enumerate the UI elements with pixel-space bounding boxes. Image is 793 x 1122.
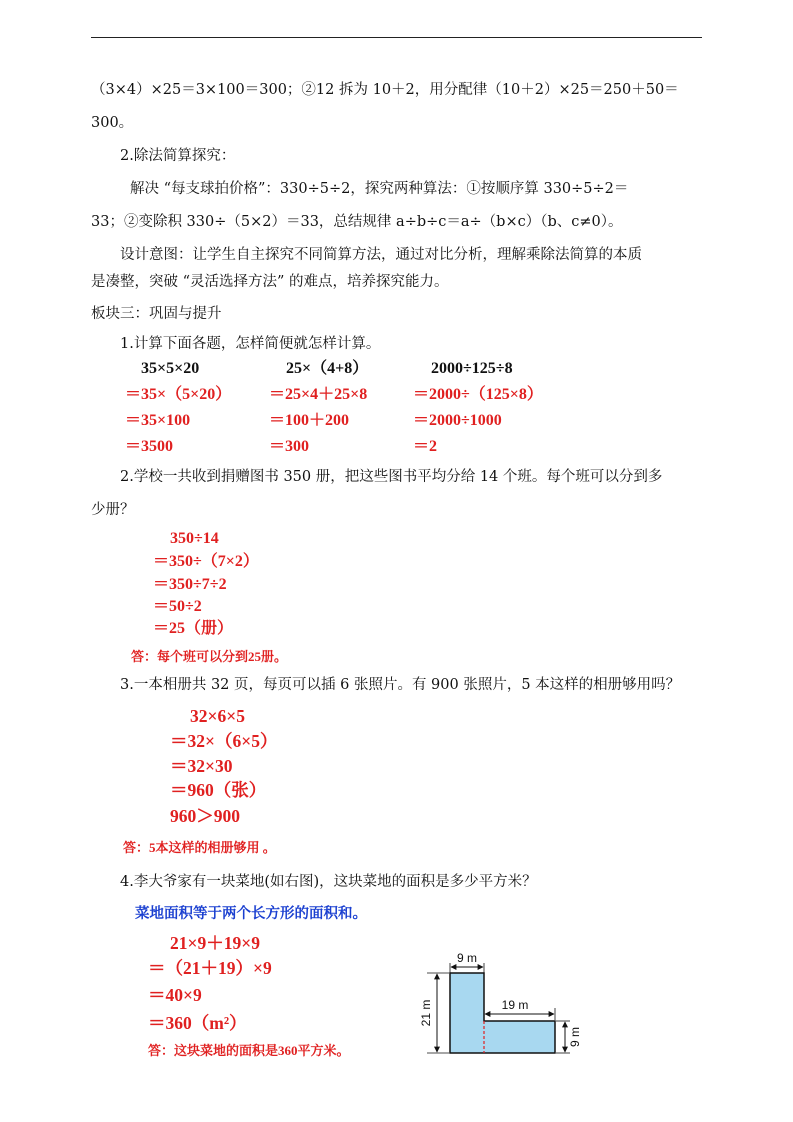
q1-col1-step: ＝3500 xyxy=(125,438,174,455)
q2-prompt-2: 少册？ xyxy=(91,502,135,518)
q1-prompt: 1.计算下面各题，怎样简便就怎样计算。 xyxy=(120,336,381,352)
q3-step: ＝32×（6×5） xyxy=(170,731,278,751)
q1-col1-step: ＝35×100 xyxy=(125,412,191,429)
q3-step: ＝960（张） xyxy=(170,780,267,800)
q1-col2-step: ＝25×4＋25×8 xyxy=(269,386,368,403)
q4-answer: 答：这块菜地的面积是360平方米。 xyxy=(148,1043,350,1058)
section2-line-1: 解决 “每支球拍价格”：330÷5÷2，探究两种算法：①按顺序算 330÷5÷2＝ xyxy=(130,181,629,197)
mid-dimension-label: 19 m xyxy=(501,998,529,1012)
q4-step: ＝360（m²） xyxy=(148,1013,247,1033)
design-intent-2: 是凑整，突破 “灵活选择方法” 的难点，培养探究能力。 xyxy=(91,274,449,290)
q2-step: ＝50÷2 xyxy=(153,598,202,615)
q2-prompt-1: 2.学校一共收到捐赠图书 350 册，把这些图书平均分给 14 个班。每个班可以分到多 xyxy=(120,469,663,485)
right-dimension-label: 9 m xyxy=(568,1026,582,1048)
q3-answer: 答：5本这样的相册够用 。 xyxy=(123,840,276,855)
garden-l-shape xyxy=(450,973,555,1053)
q3-step: ＝32×30 xyxy=(170,756,233,776)
intro-line-1: （3×4）×25＝3×100＝300；②12 拆为 10＋2，用分配律（10＋2）×25＝250＋50＝ xyxy=(91,82,679,98)
q1-col2-expr: 25×（4+8） xyxy=(286,360,369,377)
q4-step: ＝40×9 xyxy=(148,985,202,1005)
q1-col2-step: ＝300 xyxy=(269,438,310,455)
intro-line-2: 300。 xyxy=(91,115,134,131)
q1-col3-expr: 2000÷125÷8 xyxy=(431,360,513,377)
section2-line-2: 33；②变除积 330÷（5×2）＝33，总结规律 a÷b÷c＝a÷（b×c）（b、c≠0）。 xyxy=(91,214,623,230)
q1-col3-step: ＝2 xyxy=(413,438,438,455)
q2-step: 350÷14 xyxy=(170,530,219,547)
q1-col3-step: ＝2000÷1000 xyxy=(413,412,502,429)
q4-step: 21×9＋19×9 xyxy=(170,933,260,953)
q4-step: ＝（21＋19）×9 xyxy=(148,958,272,978)
q4-prompt: 4.李大爷家有一块菜地(如右图)，这块菜地的面积是多少平方米？ xyxy=(120,874,537,890)
garden-figure xyxy=(415,948,590,1063)
section2-title: 2.除法简算探究： xyxy=(120,148,236,164)
q2-step: ＝350÷7÷2 xyxy=(153,576,227,593)
q1-col1-expr: 35×5×20 xyxy=(141,360,200,377)
left-dimension-label: 21 m xyxy=(419,999,433,1027)
q3-comparison: 960＞900 xyxy=(170,806,240,826)
q1-col1-step: ＝35×（5×20） xyxy=(125,386,232,403)
q2-step: ＝350÷（7×2） xyxy=(153,553,259,570)
q4-note: 菜地面积等于两个长方形的面积和。 xyxy=(135,906,367,922)
block3-title: 板块三：巩固与提升 xyxy=(91,306,222,322)
q2-step: ＝25（册） xyxy=(153,620,234,637)
q1-col2-step: ＝100＋200 xyxy=(269,412,350,429)
q2-answer: 答：每个班可以分到25册。 xyxy=(131,649,288,664)
q1-col3-step: ＝2000÷（125×8） xyxy=(413,386,543,403)
design-intent-1: 设计意图：让学生自主探究不同简算方法，通过对比分析，理解乘除法简算的本质 xyxy=(120,247,642,263)
top-dimension-label: 9 m xyxy=(456,951,478,965)
q3-step: 32×6×5 xyxy=(190,706,245,726)
q3-prompt: 3.一本相册共 32 页，每页可以插 6 张照片。有 900 张照片，5 本这样的相册够用吗？ xyxy=(120,677,681,693)
header-rule xyxy=(91,37,702,38)
